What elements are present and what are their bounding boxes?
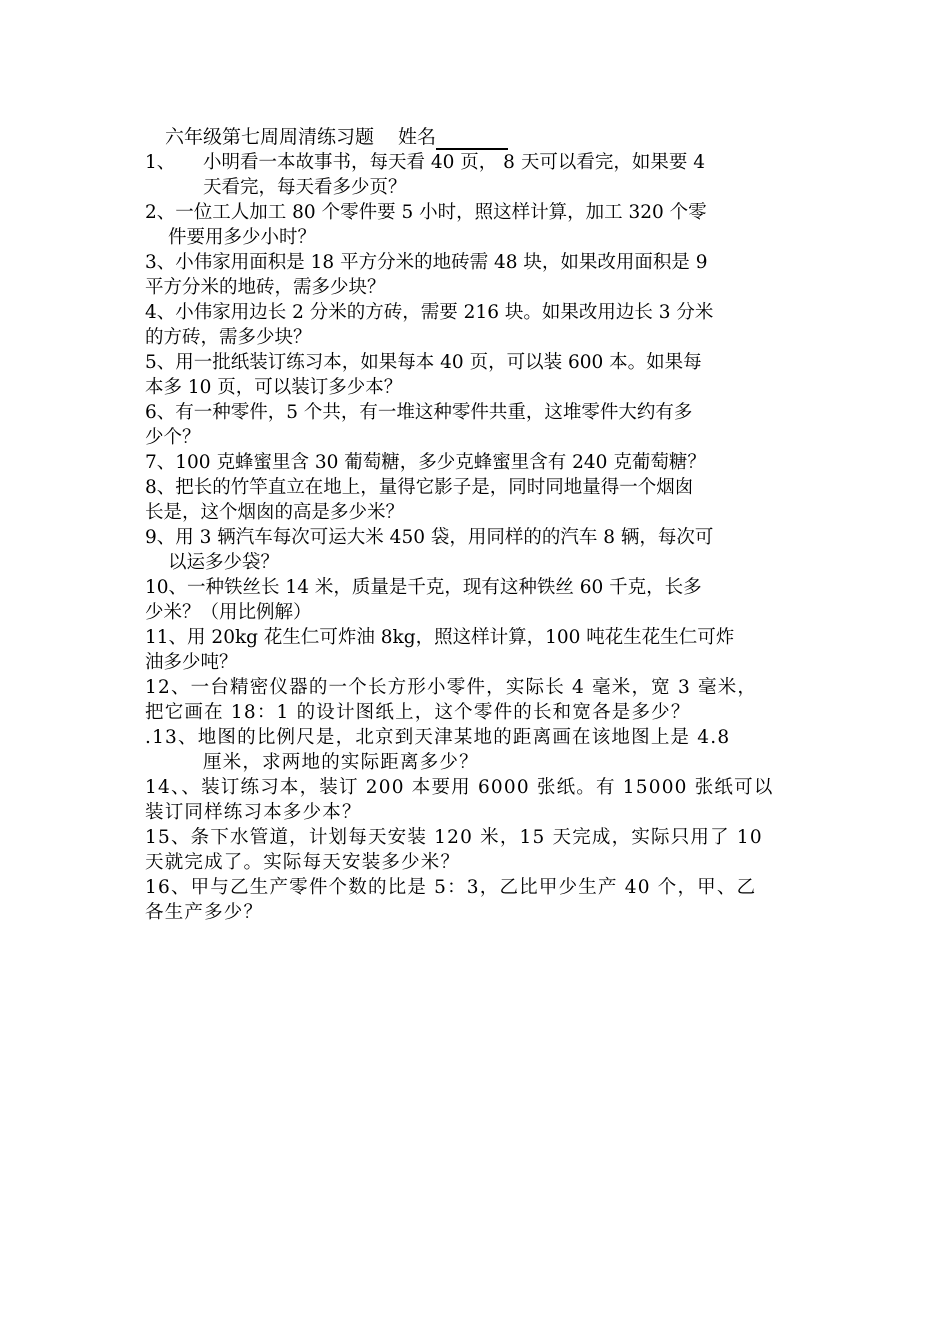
question-13 (145, 725, 813, 775)
question-line: 小明看一本故事书，每天看 40 页， 8 天可以看完，如果要 4 (203, 152, 705, 173)
question-6 (145, 400, 813, 450)
question-10 (145, 575, 813, 625)
question-line: .13、地图的比例尺是，北京到天津某地的距离画在该地图上是 4.8 (145, 727, 731, 748)
question-line: 件要用多少小时？ (168, 227, 317, 248)
question-line: 油多少吨？ (145, 652, 238, 673)
question-line: 2、一位工人加工 80 个零件要 5 小时，照这样计算，加工 320 个零 (145, 202, 707, 223)
question-line: 长是，这个烟囱的高是多少米？ (145, 502, 405, 523)
name-blank-line (436, 128, 508, 150)
question-line: 7、100 克蜂蜜里含 30 葡萄糖，多少克蜂蜜里含有 240 克葡萄糖？ (145, 452, 706, 473)
question-line: 少个？ (145, 427, 201, 448)
question-line: 把它画在 18：1 的设计图纸上，这个零件的长和宽各是多少？ (145, 702, 691, 723)
name-label: 姓名 (398, 126, 437, 148)
question-9 (145, 525, 813, 575)
question-16 (145, 875, 813, 925)
question-line: 12、一台精密仪器的一个长方形小零件，实际长 4 毫米，宽 3 毫米， (145, 677, 758, 698)
question-line: 8、把长的竹竿直立在地上，量得它影子是，同时同地量得一个烟囱 (145, 477, 694, 498)
question-list (145, 150, 813, 925)
question-line: 10、一种铁丝长 14 米，质量是千克，现有这种铁丝 60 千克，长多 (145, 577, 702, 598)
question-line: 各生产多少？ (145, 902, 264, 923)
question-line: 的方砖，需多少块？ (145, 327, 312, 348)
question-5 (145, 350, 813, 400)
question-line: 少米？（用比例解） (145, 602, 312, 623)
question-4 (145, 300, 813, 350)
question-line: 5、用一批纸装订练习本，如果每本 40 页，可以装 600 本。如果每 (145, 352, 702, 373)
question-line: 厘米，求两地的实际距离多少？ (203, 752, 479, 773)
question-line: 9、用 3 辆汽车每次可运大米 450 袋，用同样的的汽车 8 辆，每次可 (145, 527, 714, 548)
question-line: 天就完成了。实际每天安装多少米？ (145, 852, 461, 873)
question-line: 16、甲与乙生产零件个数的比是 5：3，乙比甲少生产 40 个，甲、乙 (145, 877, 757, 898)
question-line: 6、有一种零件，5 个共，有一堆这种零件共重，这堆零件大约有多 (145, 402, 693, 423)
question-3 (145, 250, 813, 300)
question-11 (145, 625, 813, 675)
question-1-number: 1、 (145, 152, 176, 173)
question-1 (145, 150, 813, 200)
question-15 (145, 825, 813, 875)
question-line: 装订同样练习本多少本？ (145, 802, 362, 823)
question-line: 天看完，每天看多少页？ (203, 177, 407, 198)
question-line: 3、小伟家用面积是 18 平方分米的地砖需 48 块，如果改用面积是 9 (145, 252, 708, 273)
question-12 (145, 675, 813, 725)
worksheet-title: 六年级第七周周清练习题 (165, 126, 375, 148)
worksheet-header (165, 124, 508, 150)
question-7 (145, 450, 813, 475)
question-line: 14、、装订练习本，装订 200 本要用 6000 张纸。有 15000 张纸可以 (145, 777, 774, 798)
question-line: 4、小伟家用边长 2 分米的方砖，需要 216 块。如果改用边长 3 分米 (145, 302, 714, 323)
question-line: 11、用 20kg 花生仁可炸油 8kg，照这样计算，100 吨花生花生仁可炸 (145, 627, 735, 648)
question-14 (145, 775, 813, 825)
question-8 (145, 475, 813, 525)
question-line: 本多 10 页，可以装订多少本？ (145, 377, 403, 398)
question-line: 平方分米的地砖，需多少块？ (145, 277, 386, 298)
question-line: 15、条下水管道，计划每天安装 120 米，15 天完成，实际只用了 10 (145, 827, 763, 848)
question-line: 以运多少袋？ (168, 552, 280, 573)
question-2 (145, 200, 813, 250)
